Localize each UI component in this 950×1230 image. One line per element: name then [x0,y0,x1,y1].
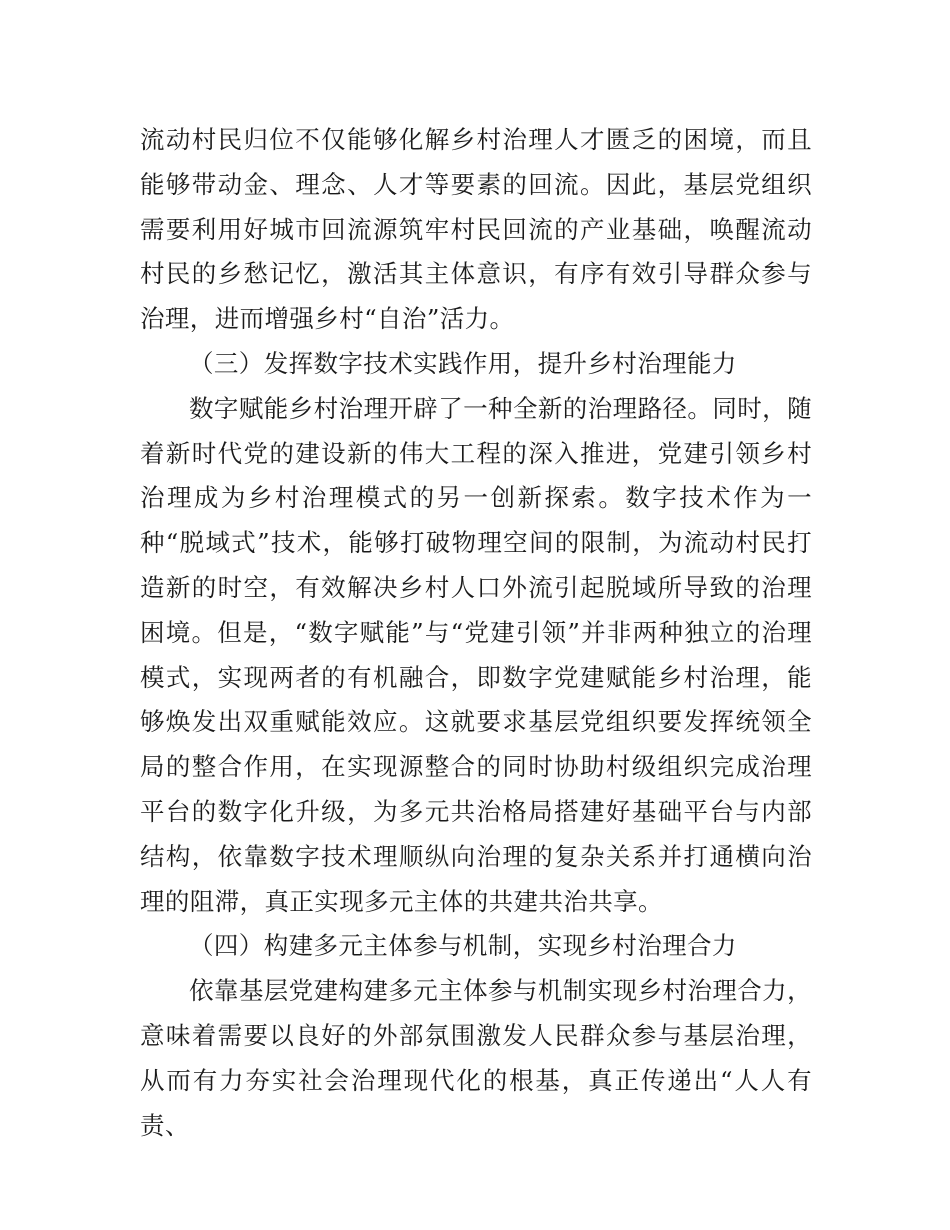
section-heading-4: （四）构建多元主体参与机制，实现乡村治理合力 [189,931,737,961]
section-heading-3: （三）发挥数字技术实践作用，提升乡村治理能力 [189,348,737,378]
paragraph-digital-empowerment: 数字赋能乡村治理开辟了一种全新的治理路径。同时，随着新时代党的建设新的伟大工程的深入推进，党建引领乡村治理成为乡村治理模式的另一创新探索。数字技术作为一种“脱域式”技术，能够打破物理空间的限制，为流动村民打造新的时空，有效解决乡村人口外流引起脱域所导致的治理困境。但是，“数字赋能”与“党建引领”并非两种独立的治理模式，实现两者的有机融合，即数字党建赋能乡村治理，能够焕发出双重赋能效应。这就要求基层党组织要发挥统领全局的整合作用，在实现源整合的同时协助村级组织完成治理平台的数字化升级，为多元共治格局搭建好基础平台与内部结构，依靠数字技术理顺纵向治理的复杂关系并打通横向治理的阻滞，真正实现多元主体的共建共治共享。 [140,393,812,916]
paragraph-multi-subject-mechanism: 依靠基层党建构建多元主体参与机制实现乡村治理合力，意味着需要以良好的外部氛围激发人民群众参与基层治理，从而有力夯实社会治理现代化的根基，真正传递出“人人有责、 [140,976,812,1140]
paragraph-returning-villagers: 流动村民归位不仅能够化解乡村治理人才匮乏的困境，而且能够带动金、理念、人才等要素的回流。因此，基层党组织需要利用好城市回流源筑牢村民回流的产业基础，唤醒流动村民的乡愁记忆，激活其主体意识，有序有效引导群众参与治理，进而增强乡村“自治”活力。 [140,125,812,334]
document-page [140,118,812,1148]
